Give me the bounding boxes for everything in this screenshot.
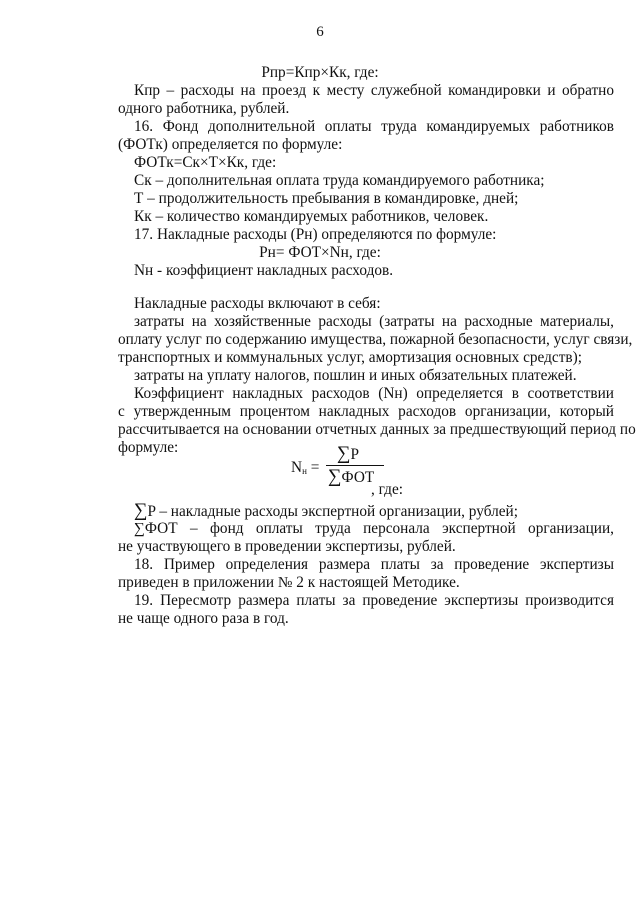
coefficient-line-3: рассчитывается на основании отчетных данных за предшествующий период по <box>118 421 636 438</box>
sum-p-definition <box>134 502 614 521</box>
sum-fot-definition-line-1: ∑ФОТ – фонд оплаты труда персонала экспертной организации, <box>134 520 614 537</box>
paragraph-17-line-1: 17. Накладные расходы (Рн) определяются по формуле: <box>134 226 497 243</box>
formula-denominator <box>328 468 374 487</box>
numerator-text: P <box>350 446 360 463</box>
sk-definition: Ск – дополнительная оплата труда командируемого работника; <box>134 172 545 189</box>
formula-tail: , где: <box>371 481 403 498</box>
formula-rpr: Рпр=Кпр×Кк, где: <box>261 64 379 81</box>
page-number: 6 <box>316 24 324 40</box>
formula-equals: = <box>306 459 320 476</box>
sum-p-label: P <box>147 503 156 520</box>
costs-line-3: транспортных и коммунальных услуг, амортизация основных средств); <box>118 349 582 366</box>
paragraph-16-line-2: (ФОТк) определяется по формуле: <box>118 136 343 153</box>
kpr-definition-line-2: одного работника, рублей. <box>118 100 290 117</box>
sum-fot-definition-line-2: не участвующего в проведении экспертизы, рублей. <box>118 538 456 555</box>
paragraph-18-line-2: приведен в приложении № 2 к настоящей Методике. <box>118 574 460 591</box>
paragraph-19-line-1: 19. Пересмотр размера платы за проведение экспертизы производится <box>134 592 614 609</box>
costs-line-1: затраты на хозяйственные расходы (затраты на расходные материалы, <box>134 313 614 330</box>
formula-lhs-symbol: N <box>291 459 303 476</box>
costs-line-2: оплату услуг по содержанию имущества, пожарной безопасности, услуг связи, <box>118 331 633 348</box>
nn-definition: Nн - коэффициент накладных расходов. <box>134 262 394 279</box>
formula-rn: Рн= ФОТ×Nн, где: <box>259 244 381 261</box>
formula-lhs-subscript: н <box>302 466 307 476</box>
sigma-symbol: ∑ <box>328 466 342 487</box>
kk-definition: Кк – количество командируемых работников, человек. <box>134 208 489 225</box>
paragraph-16-line-1: 16. Фонд дополнительной оплаты труда командируемых работников <box>134 118 614 135</box>
formula-numerator <box>337 445 359 464</box>
formula-lhs <box>291 459 319 477</box>
coefficient-line-4: формуле: <box>118 439 179 456</box>
coefficient-line-2: с утвержденным процентом накладных расходов организации, который <box>118 403 614 420</box>
sigma-symbol: ∑ <box>134 500 148 521</box>
denominator-text: ФОТ <box>341 469 375 486</box>
sigma-symbol: ∑ <box>337 443 351 464</box>
coefficient-line-1: Коэффициент накладных расходов (Nн) определяется в соответствии <box>134 385 614 402</box>
t-definition: Т – продолжительность пребывания в командировке, дней; <box>134 190 519 207</box>
formula-fotk: ФОТк=Ск×Т×Кк, где: <box>134 154 277 171</box>
paragraph-18-line-1: 18. Пример определения размера платы за проведение экспертизы <box>134 556 614 573</box>
overhead-intro: Накладные расходы включают в себя: <box>134 295 381 312</box>
overhead-coefficient-formula <box>291 443 451 498</box>
sum-p-text: – накладные расходы экспертной организации, рублей; <box>155 503 518 520</box>
paragraph-19-line-2: не чаще одного раза в год. <box>118 610 289 627</box>
kpr-definition-line-1: Кпр – расходы на проезд к месту служебной командировки и обратно <box>134 82 614 99</box>
taxes-line: затраты на уплату налогов, пошлин и иных обязательных платежей. <box>134 367 577 384</box>
